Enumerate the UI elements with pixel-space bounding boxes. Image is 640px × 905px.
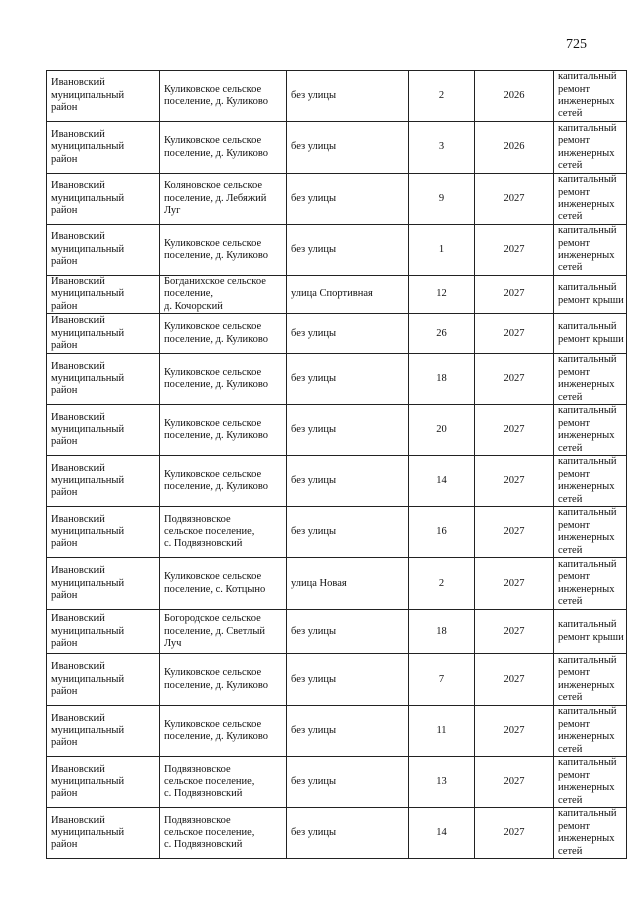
table-row <box>47 456 627 507</box>
settlement-cell-line: сельское поселение, <box>164 827 255 839</box>
work-type-cell-line: капитальный <box>558 321 617 333</box>
table-row <box>47 174 627 225</box>
district-cell-line: район <box>51 339 78 351</box>
street-cell: без улицы <box>287 71 409 122</box>
work-type-cell-line: капитальный <box>558 282 617 294</box>
district-cell <box>47 808 160 859</box>
district-cell-line: Ивановский <box>51 77 105 89</box>
district-cell <box>47 507 160 558</box>
street-cell: без улицы <box>287 610 409 654</box>
work-type-cell-line: инженерных <box>558 532 615 544</box>
district-cell-line: Ивановский <box>51 814 105 826</box>
district-cell <box>47 354 160 405</box>
settlement-cell-line: Подвязновское <box>164 763 231 775</box>
work-type-cell-line: капитальный <box>558 808 617 820</box>
house-number-cell: 18 <box>409 610 475 654</box>
work-type-cell-line: капитальный <box>558 122 617 134</box>
year-cell: 2027 <box>475 314 554 354</box>
district-cell <box>47 71 160 122</box>
year-cell: 2027 <box>475 354 554 405</box>
street-cell: без улицы <box>287 808 409 859</box>
district-cell-line: муниципальный <box>51 776 125 788</box>
district-cell-line: муниципальный <box>51 141 125 153</box>
settlement-cell-line: поселение, д. Куликово <box>164 679 269 691</box>
work-type-cell-line: капитальный <box>558 706 617 718</box>
work-type-cell-line: капитальный <box>558 507 617 519</box>
work-type-cell <box>554 706 627 757</box>
district-cell <box>47 276 160 314</box>
work-type-cell-line: ремонт крыши <box>558 631 624 643</box>
table-row <box>47 757 627 808</box>
district-cell-line: район <box>51 153 78 165</box>
work-type-cell-line: инженерных <box>558 481 615 493</box>
district-cell-line: район <box>51 385 78 397</box>
work-type-cell <box>554 654 627 706</box>
district-cell-line: район <box>51 637 78 649</box>
district-cell-line: район <box>51 102 78 114</box>
settlement-cell-line: д. Кочорский <box>164 300 223 312</box>
settlement-cell-line: Богородское сельское <box>164 613 261 625</box>
work-type-cell-line: инженерных <box>558 583 615 595</box>
registry-table <box>46 70 627 859</box>
settlement-cell <box>160 654 287 706</box>
street-cell: улица Спортивная <box>287 276 409 314</box>
district-cell-line: муниципальный <box>51 827 125 839</box>
settlement-cell-line: Луг <box>164 205 181 217</box>
house-number-cell: 18 <box>409 354 475 405</box>
work-type-cell <box>554 757 627 808</box>
work-type-cell-line: инженерных <box>558 679 615 691</box>
settlement-cell-line: поселение, д. Куликово <box>164 379 269 391</box>
work-type-cell-line: капитальный <box>558 456 617 468</box>
street-cell: без улицы <box>287 314 409 354</box>
work-type-cell-line: сетей <box>558 794 583 806</box>
year-cell: 2027 <box>475 808 554 859</box>
table-row <box>47 558 627 610</box>
work-type-cell-line: ремонт <box>558 667 591 679</box>
table-row <box>47 276 627 314</box>
street-cell: без улицы <box>287 507 409 558</box>
work-type-cell-line: ремонт <box>558 468 591 480</box>
district-cell-line: Ивановский <box>51 462 105 474</box>
work-type-cell-line: инженерных <box>558 199 615 210</box>
work-type-cell-line: ремонт <box>558 769 591 781</box>
house-number-cell: 11 <box>409 706 475 757</box>
settlement-cell-line: Подвязновское <box>164 814 231 826</box>
settlement-cell-line: Подвязновское <box>164 513 231 525</box>
district-cell-line: район <box>51 737 78 749</box>
settlement-cell-line: Куликовское сельское <box>164 571 262 583</box>
district-cell-line: муниципальный <box>51 424 125 436</box>
district-cell-line: Ивановский <box>51 565 105 577</box>
district-cell-line: муниципальный <box>51 725 125 737</box>
work-type-cell-line: сетей <box>558 692 583 704</box>
work-type-cell-line: инженерных <box>558 379 615 391</box>
district-cell-line: муниципальный <box>51 327 125 339</box>
work-type-cell-line: капитальный <box>558 174 617 186</box>
settlement-cell-line: Куликовское сельское <box>164 366 262 378</box>
settlement-cell-line: Куликовское сельское <box>164 83 262 95</box>
work-type-cell-line: сетей <box>558 262 583 274</box>
street-cell: без улицы <box>287 354 409 405</box>
district-cell <box>47 122 160 174</box>
settlement-cell-line: поселение, д. Куликово <box>164 96 269 107</box>
work-type-cell-line: ремонт <box>558 571 591 583</box>
settlement-cell-line: с. Подвязновский <box>164 839 243 851</box>
work-type-cell-line: сетей <box>558 442 583 454</box>
settlement-cell <box>160 71 287 122</box>
work-type-cell-line: сетей <box>558 211 583 223</box>
work-type-cell-line: сетей <box>558 845 583 857</box>
work-type-cell-line: ремонт <box>558 237 591 249</box>
table-row <box>47 610 627 654</box>
district-cell <box>47 225 160 276</box>
settlement-cell-line: поселение, д. Куликово <box>164 731 269 743</box>
district-cell <box>47 558 160 610</box>
work-type-cell-line: капитальный <box>558 225 617 237</box>
district-cell-line: Ивановский <box>51 276 105 287</box>
year-cell: 2027 <box>475 507 554 558</box>
settlement-cell-line: поселение, д. Куликово <box>164 250 269 261</box>
work-type-cell-line: инженерных <box>558 96 615 107</box>
settlement-cell-line: Луч <box>164 637 182 649</box>
settlement-cell <box>160 706 287 757</box>
settlement-cell <box>160 610 287 654</box>
work-type-cell-line: инженерных <box>558 833 615 845</box>
settlement-cell <box>160 558 287 610</box>
settlement-cell <box>160 276 287 314</box>
district-cell-line: муниципальный <box>51 577 125 589</box>
house-number-cell: 16 <box>409 507 475 558</box>
work-type-cell-line: сетей <box>558 743 583 755</box>
year-cell: 2026 <box>475 122 554 174</box>
settlement-cell-line: поселение, д. Куликово <box>164 333 269 345</box>
table-row <box>47 507 627 558</box>
settlement-cell <box>160 174 287 225</box>
district-cell-line: муниципальный <box>51 673 125 685</box>
table-row <box>47 71 627 122</box>
house-number-cell: 1 <box>409 225 475 276</box>
street-cell: без улицы <box>287 122 409 174</box>
work-type-cell-line: инженерных <box>558 731 615 743</box>
work-type-cell <box>554 610 627 654</box>
settlement-cell-line: поселение, д. Куликово <box>164 430 269 442</box>
district-cell-line: район <box>51 589 78 601</box>
house-number-cell: 2 <box>409 71 475 122</box>
district-cell-line: муниципальный <box>51 89 125 101</box>
settlement-cell <box>160 354 287 405</box>
settlement-cell <box>160 507 287 558</box>
settlement-cell-line: Куликовское сельское <box>164 237 262 249</box>
work-type-cell <box>554 558 627 610</box>
district-cell <box>47 706 160 757</box>
work-type-cell-line: сетей <box>558 108 583 120</box>
settlement-cell-line: с. Подвязновский <box>164 788 243 800</box>
district-cell-line: район <box>51 300 78 312</box>
district-cell-line: район <box>51 436 78 448</box>
work-type-cell-line: ремонт <box>558 519 591 531</box>
house-number-cell: 14 <box>409 808 475 859</box>
district-cell-line: муниципальный <box>51 625 125 637</box>
work-type-cell-line: ремонт <box>558 83 591 95</box>
district-cell <box>47 314 160 354</box>
work-type-cell-line: сетей <box>558 493 583 505</box>
year-cell: 2027 <box>475 654 554 706</box>
settlement-cell-line: сельское поселение, <box>164 776 255 788</box>
house-number-cell: 26 <box>409 314 475 354</box>
settlement-cell <box>160 405 287 456</box>
settlement-cell-line: Куликовское сельское <box>164 718 262 730</box>
house-number-cell: 14 <box>409 456 475 507</box>
district-cell <box>47 757 160 808</box>
work-type-cell-line: инженерных <box>558 782 615 794</box>
work-type-cell <box>554 808 627 859</box>
work-type-cell-line: ремонт <box>558 186 591 198</box>
district-cell-line: муниципальный <box>51 243 125 255</box>
settlement-cell <box>160 456 287 507</box>
settlement-cell-line: Куликовское сельское <box>164 468 262 480</box>
year-cell: 2027 <box>475 405 554 456</box>
work-type-cell <box>554 276 627 314</box>
work-type-cell-line: капитальный <box>558 405 617 417</box>
work-type-cell-line: инженерных <box>558 250 615 261</box>
table-row <box>47 808 627 859</box>
district-cell <box>47 654 160 706</box>
work-type-cell-line: ремонт <box>558 366 591 378</box>
settlement-cell-line: Куликовское сельское <box>164 135 262 147</box>
settlement-cell <box>160 225 287 276</box>
street-cell: без улицы <box>287 654 409 706</box>
table-body <box>47 71 627 859</box>
house-number-cell: 9 <box>409 174 475 225</box>
district-cell <box>47 174 160 225</box>
settlement-cell-line: с. Подвязновский <box>164 538 243 550</box>
house-number-cell: 12 <box>409 276 475 314</box>
table-row <box>47 225 627 276</box>
house-number-cell: 7 <box>409 654 475 706</box>
year-cell: 2027 <box>475 276 554 314</box>
street-cell: без улицы <box>287 456 409 507</box>
district-cell-line: район <box>51 205 78 217</box>
page-number: 725 <box>566 37 587 52</box>
year-cell: 2027 <box>475 558 554 610</box>
work-type-cell-line: капитальный <box>558 757 617 769</box>
district-cell-line: район <box>51 487 78 499</box>
table-row <box>47 706 627 757</box>
house-number-cell: 2 <box>409 558 475 610</box>
district-cell <box>47 610 160 654</box>
table-row <box>47 122 627 174</box>
settlement-cell-line: поселение, д. Светлый <box>164 625 266 637</box>
district-cell-line: муниципальный <box>51 373 125 385</box>
district-cell-line: муниципальный <box>51 475 125 487</box>
year-cell: 2027 <box>475 456 554 507</box>
district-cell-line: Ивановский <box>51 763 105 775</box>
street-cell: без улицы <box>287 405 409 456</box>
work-type-cell <box>554 122 627 174</box>
work-type-cell-line: сетей <box>558 391 583 403</box>
work-type-cell-line: ремонт крыши <box>558 333 624 345</box>
work-type-cell-line: сетей <box>558 596 583 608</box>
district-cell-line: Ивановский <box>51 231 105 243</box>
settlement-cell-line: поселение, <box>164 288 214 300</box>
table-row <box>47 405 627 456</box>
work-type-cell-line: капитальный <box>558 654 617 666</box>
district-cell-line: Ивановский <box>51 315 105 327</box>
work-type-cell <box>554 507 627 558</box>
district-cell-line: Ивановский <box>51 360 105 372</box>
settlement-cell-line: Куликовское сельское <box>164 667 262 679</box>
district-cell-line: муниципальный <box>51 192 125 204</box>
settlement-cell-line: поселение, с. Котцыно <box>164 583 266 595</box>
year-cell: 2026 <box>475 71 554 122</box>
district-cell-line: район <box>51 256 78 268</box>
settlement-cell <box>160 808 287 859</box>
district-cell-line: район <box>51 788 78 800</box>
settlement-cell-line: поселение, д. Куликово <box>164 147 269 159</box>
house-number-cell: 20 <box>409 405 475 456</box>
table-row <box>47 654 627 706</box>
settlement-cell-line: Богданихское сельское <box>164 276 266 287</box>
work-type-cell <box>554 405 627 456</box>
settlement-cell-line: поселение, д. Куликово <box>164 481 269 493</box>
district-cell-line: муниципальный <box>51 526 125 538</box>
year-cell: 2027 <box>475 757 554 808</box>
district-cell-line: Ивановский <box>51 180 105 192</box>
work-type-cell-line: капитальный <box>558 619 617 631</box>
street-cell: без улицы <box>287 225 409 276</box>
work-type-cell-line: ремонт <box>558 417 591 429</box>
work-type-cell <box>554 354 627 405</box>
work-type-cell-line: ремонт <box>558 135 591 147</box>
year-cell: 2027 <box>475 225 554 276</box>
district-cell <box>47 456 160 507</box>
settlement-cell <box>160 122 287 174</box>
work-type-cell-line: сетей <box>558 159 583 171</box>
year-cell: 2027 <box>475 706 554 757</box>
district-cell-line: район <box>51 685 78 697</box>
work-type-cell-line: капитальный <box>558 354 617 366</box>
district-cell-line: Ивановский <box>51 411 105 423</box>
table-row <box>47 314 627 354</box>
street-cell: без улицы <box>287 757 409 808</box>
settlement-cell-line: Коляновское сельское <box>164 180 263 192</box>
work-type-cell-line: ремонт <box>558 820 591 832</box>
year-cell: 2027 <box>475 610 554 654</box>
work-type-cell-line: инженерных <box>558 430 615 442</box>
work-type-cell-line: инженерных <box>558 147 615 159</box>
house-number-cell: 3 <box>409 122 475 174</box>
settlement-cell <box>160 757 287 808</box>
year-cell: 2027 <box>475 174 554 225</box>
district-cell-line: район <box>51 538 78 550</box>
district-cell <box>47 405 160 456</box>
district-cell-line: Ивановский <box>51 661 105 673</box>
work-type-cell-line: сетей <box>558 544 583 556</box>
street-cell: улица Новая <box>287 558 409 610</box>
work-type-cell <box>554 225 627 276</box>
house-number-cell: 13 <box>409 757 475 808</box>
settlement-cell-line: Куликовское сельское <box>164 417 262 429</box>
settlement-cell <box>160 314 287 354</box>
district-cell-line: район <box>51 839 78 851</box>
work-type-cell-line: капитальный <box>558 558 617 570</box>
district-cell-line: Ивановский <box>51 613 105 625</box>
district-cell-line: Ивановский <box>51 712 105 724</box>
work-type-cell-line: капитальный <box>558 71 617 83</box>
work-type-cell <box>554 71 627 122</box>
work-type-cell <box>554 314 627 354</box>
district-cell-line: муниципальный <box>51 288 125 300</box>
table-row <box>47 354 627 405</box>
street-cell: без улицы <box>287 706 409 757</box>
street-cell: без улицы <box>287 174 409 225</box>
settlement-cell-line: Куликовское сельское <box>164 321 262 333</box>
district-cell-line: Ивановский <box>51 513 105 525</box>
district-cell-line: Ивановский <box>51 128 105 140</box>
work-type-cell <box>554 456 627 507</box>
settlement-cell-line: сельское поселение, <box>164 526 255 538</box>
settlement-cell-line: поселение, д. Лебяжий <box>164 192 267 204</box>
work-type-cell-line: ремонт крыши <box>558 294 624 306</box>
work-type-cell <box>554 174 627 225</box>
work-type-cell-line: ремонт <box>558 718 591 730</box>
